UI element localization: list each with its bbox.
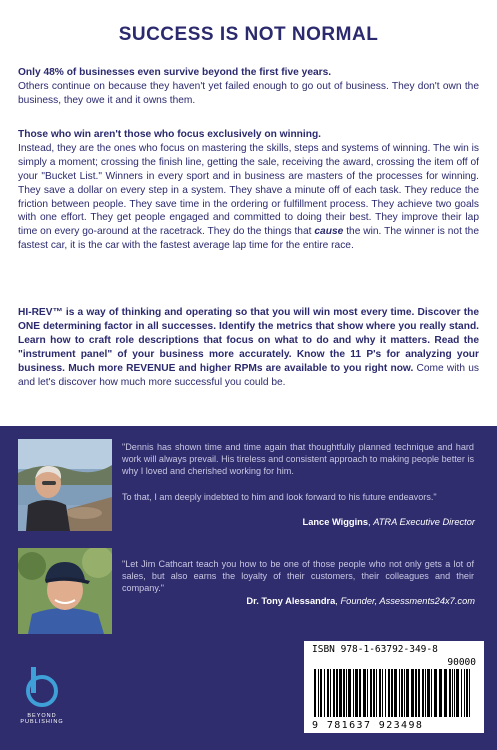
endorser-name: Dr. Tony Alessandra — [246, 596, 336, 606]
testimonial-quote-continued: To that, I am deeply indebted to him and look forward to his future endeavors." — [122, 492, 437, 502]
endorser-role: ATRA Executive Director — [373, 517, 475, 527]
paragraph-text: Come with us and let's discover how much more successful you could be. — [18, 362, 479, 388]
paragraph-text: Instead, they are the ones who focus on mastering the skills, steps and systems of winning. The win is simply a moment; crossing the finish line, getting the sale, receiving the award, crossing the item off of your "Bucket List." Winners in every sport and in business are masters of the processes for winning. They save a dollar on every step in a system. They shave a minute off of each task. They reduce the friction between people. They save time in the ordering or fulfillment process. They achieve two goals with one effort. They get people engaged and committed to doing their best. They improve their lap time on every go-around at the racetrack. They do the things that — [18, 142, 479, 238]
cover-headline: SUCCESS IS NOT NORMAL — [118, 24, 379, 45]
paragraph-hi-rev — [18, 306, 479, 389]
publisher-name: BEYOND PUBLISHING — [20, 713, 64, 725]
testimonial-attribution: Dr. Tony Alessandra, Founder, Assessments24x7.com — [246, 596, 475, 606]
publisher-logo-icon — [20, 665, 64, 719]
ean-number: 9 781637 923498 — [312, 720, 424, 731]
endorser-name: Lance Wiggins — [302, 517, 369, 527]
testimonial-attribution: Lance Wiggins, ATRA Executive Director — [302, 517, 475, 527]
paragraph-text: Others continue on because they haven't yet failed enough to go out of business. They don't own the business, they owe it and it owns them. — [18, 80, 479, 106]
testimonial-quote: "Let Jim Cathcart teach you how to be one of those people who not only gets a lot of sales, but also earns the loyalty of their customers, their colleagues and their company." — [122, 559, 474, 593]
endorser-photo-cap — [18, 548, 112, 634]
paragraph-text: the win. The winner is not the fastest car, it is the car with the fastest average lap time for the entire race. — [18, 226, 479, 252]
endorser-role: Founder, Assessments24x7.com — [340, 596, 475, 606]
paragraph-lead: Only 48% of businesses even survive beyond the first five years. — [18, 67, 332, 78]
paragraph-winners — [18, 128, 479, 253]
testimonial-quote: "Dennis has shown time and time again that thoughtfully planned technique and hard work will always prevail. His tireless and consistent approach to making people better is why I loved and cherished working for him. — [122, 442, 474, 476]
isbn-barcode — [304, 641, 484, 733]
paragraph-bold-text: HI-REV™ is a way of thinking and operating so that you will win most every time. Discover the ONE determining factor in all successes. Identify the metrics that show where you really stand. Learn how to craft role descriptions that focus on what to do and why it matters. Read the "instrument panel" of your business more accurately. Know the 11 P's for analyzing your business. Much more REVENUE and higher RPMs are available to you right now. — [18, 307, 479, 374]
paragraph-lead: Those who win aren't those who focus exclusively on winning. — [18, 129, 321, 140]
price-code: 90000 — [447, 657, 476, 668]
paragraph-survival — [18, 66, 479, 108]
barcode-icon — [314, 669, 474, 719]
isbn-number: ISBN 978-1-63792-349-8 — [312, 644, 438, 655]
emphasis-word: cause — [314, 226, 344, 238]
endorser-photo-outdoor — [18, 439, 112, 531]
